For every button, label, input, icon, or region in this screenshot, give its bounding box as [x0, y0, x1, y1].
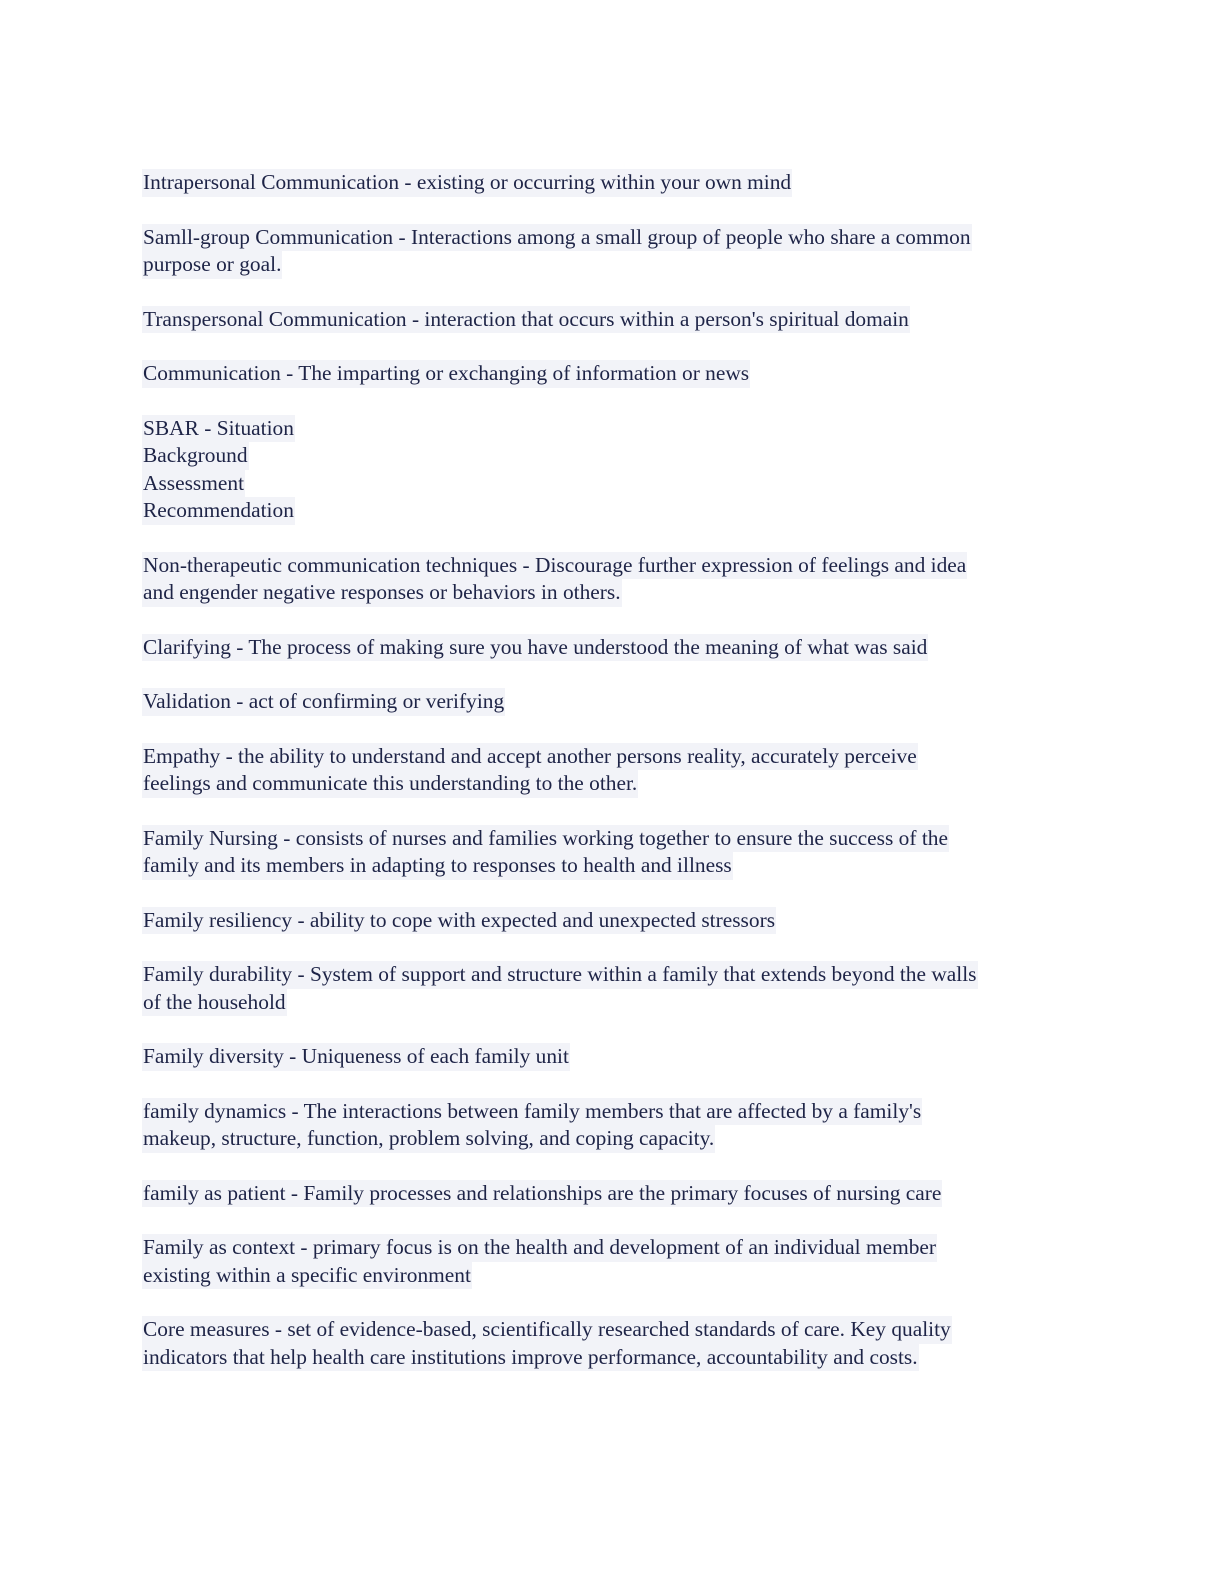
entry-clarifying: [142, 634, 1082, 662]
entry-validation: [142, 688, 1082, 716]
entry-line: family dynamics - The interactions between family members that are affected by a family's: [142, 1098, 922, 1126]
entry-line: makeup, structure, function, problem solving, and coping capacity.: [142, 1125, 715, 1153]
entry-line: Transpersonal Communication - interaction that occurs within a person's spiritual domain: [142, 306, 910, 334]
entry-intrapersonal-communication: [142, 169, 1082, 197]
entry-family-nursing: [142, 825, 1082, 880]
entry-family-diversity: [142, 1043, 1082, 1071]
entry-line: Intrapersonal Communication - existing or occurring within your own mind: [142, 169, 792, 197]
entry-line: Background: [142, 442, 249, 470]
entry-line: existing within a specific environment: [142, 1262, 472, 1290]
entry-family-resiliency: [142, 907, 1082, 935]
entry-line: and engender negative responses or behaviors in others.: [142, 579, 622, 607]
entry-line: Family durability - System of support and structure within a family that extends beyond the walls: [142, 961, 978, 989]
entry-line: SBAR - Situation: [142, 415, 295, 443]
entry-line: family and its members in adapting to responses to health and illness: [142, 852, 733, 880]
entry-line: Core measures - set of evidence-based, scientifically researched standards of care. Key quality: [142, 1316, 952, 1344]
entry-line: Samll-group Communication - Interactions among a small group of people who share a common: [142, 224, 972, 252]
entry-family-dynamics: [142, 1098, 1082, 1153]
entry-line: Non-therapeutic communication techniques - Discourage further expression of feelings and idea: [142, 552, 967, 580]
entry-line: family as patient - Family processes and relationships are the primary focuses of nursing care: [142, 1180, 942, 1208]
entry-non-therapeutic-communication: [142, 552, 1082, 607]
entry-line: Family resiliency - ability to cope with expected and unexpected stressors: [142, 907, 776, 935]
entry-family-durability: [142, 961, 1082, 1016]
document-body: [142, 169, 1082, 1398]
entry-line: Communication - The imparting or exchanging of information or news: [142, 360, 750, 388]
entry-line: Recommendation: [142, 497, 295, 525]
entry-core-measures: [142, 1316, 1082, 1371]
entry-line: Family diversity - Uniqueness of each family unit: [142, 1043, 570, 1071]
entry-line: indicators that help health care institutions improve performance, accountability and costs.: [142, 1344, 919, 1372]
entry-communication: [142, 360, 1082, 388]
entry-small-group-communication: [142, 224, 1082, 279]
entry-line: Clarifying - The process of making sure you have understood the meaning of what was said: [142, 634, 928, 662]
entry-family-as-patient: [142, 1180, 1082, 1208]
entry-sbar: [142, 415, 1082, 525]
entry-family-as-context: [142, 1234, 1082, 1289]
entry-line: Family as context - primary focus is on the health and development of an individual member: [142, 1234, 937, 1262]
entry-line: Empathy - the ability to understand and accept another persons reality, accurately perceive: [142, 743, 918, 771]
entry-line: Assessment: [142, 470, 245, 498]
entry-line: feelings and communicate this understanding to the other.: [142, 770, 638, 798]
entry-line: Validation - act of confirming or verifying: [142, 688, 505, 716]
entry-empathy: [142, 743, 1082, 798]
entry-line: purpose or goal.: [142, 251, 282, 279]
entry-transpersonal-communication: [142, 306, 1082, 334]
entry-line: Family Nursing - consists of nurses and families working together to ensure the success of the: [142, 825, 949, 853]
entry-line: of the household: [142, 989, 287, 1017]
